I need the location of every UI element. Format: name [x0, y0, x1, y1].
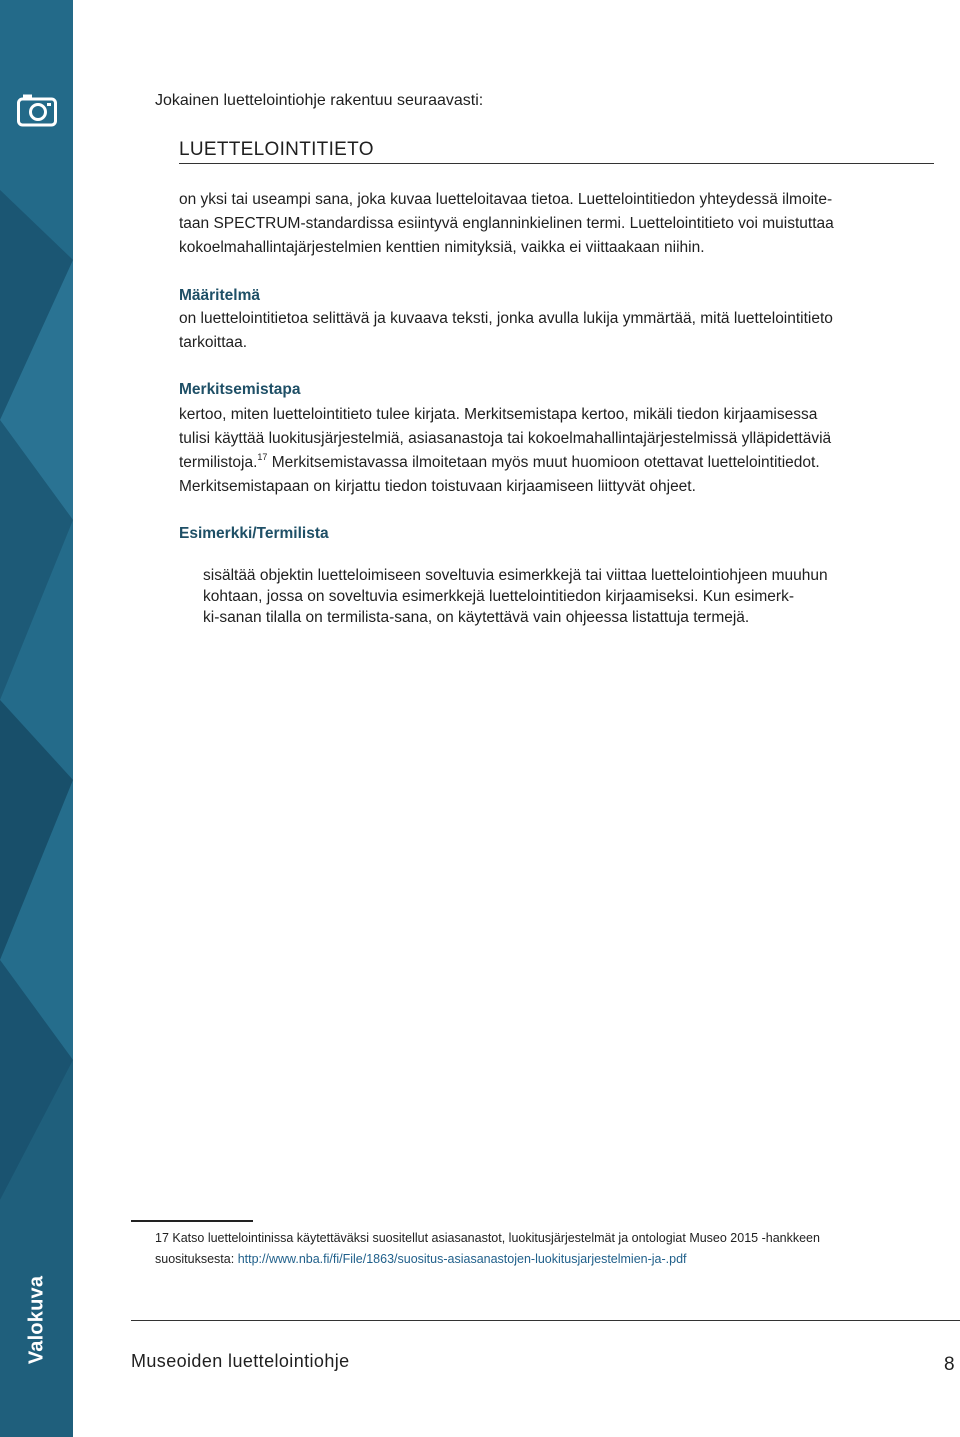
paragraph-line: tulisi käyttää luokitusjärjestelmiä, asiasanastoja tai kokoelmahallintajärjestelmissä ylläpidettäviä [179, 430, 832, 447]
line-start: termilistoja. [179, 454, 258, 471]
paragraph-line: kokoelmahallintajärjestelmien kenttien nimityksiä, vaikka ei viittaakaan niihin. [179, 239, 705, 256]
page-number: 8 [944, 1354, 955, 1375]
paragraph-line: on luettelointitietoa selittävä ja kuvaava teksti, jonka avulla lukija ymmärtää, mitä luettelointitieto [179, 310, 833, 327]
definition-heading: Määritelmä [179, 287, 260, 304]
example-heading: Esimerkki/Termilista [179, 525, 329, 542]
paragraph-line: taan SPECTRUM-standardissa esiintyvä englanninkielinen termi. Luettelointitieto voi muistuttaa [179, 215, 834, 232]
camera-icon [17, 93, 57, 127]
paragraph-line: ki-sanan tilalla on termilista-sana, on käytettävä vain ohjeessa listattuja termejä. [203, 609, 750, 626]
footnote-divider [131, 1220, 253, 1222]
line-end: Merkitsemistavassa ilmoitetaan myös muut huomioon otettavat luettelointitiedot. [267, 454, 820, 471]
footnote-reference[interactable]: 17 [257, 452, 268, 462]
intro-text: Jokainen luettelointiohje rakentuu seuraavasti: [155, 92, 484, 109]
footnote-link[interactable]: http://www.nba.fi/fi/File/1863/suositus-asiasanastojen-luokitusjarjestelmien-ja-.pdf [237, 1252, 687, 1266]
notation-heading: Merkitsemistapa [179, 381, 301, 398]
paragraph-line: tarkoittaa. [179, 334, 248, 351]
intro-paragraph [179, 188, 834, 260]
title-divider [179, 163, 934, 164]
sidebar-facet-pattern [0, 0, 73, 1437]
paragraph-line: kohtaan, jossa on soveltuvia esimerkkejä luettelointitiedon kirjaamiseksi. Kun esimerk- [203, 588, 794, 605]
paragraph-line: Merkitsemistapaan on kirjattu tiedon toistuvaan kirjaamiseen liittyvät ohjeet. [179, 478, 696, 495]
section-label: Valokuva [25, 1275, 48, 1365]
definition-paragraph [179, 307, 833, 355]
footnote-prefix: suosituksesta: [155, 1252, 238, 1266]
notation-paragraph [179, 403, 831, 499]
sidebar [0, 0, 73, 1437]
paragraph-line [179, 451, 831, 475]
footnote-line [155, 1249, 820, 1270]
paragraph-line: kertoo, miten luettelointitieto tulee kirjata. Merkitsemistapa kertoo, mikäli tiedon kirjaamisessa [179, 406, 818, 423]
footer-divider [131, 1320, 960, 1321]
paragraph-line: sisältää objektin luetteloimiseen soveltuvia esimerkkejä tai viittaa luettelointiohjeen muuhun [203, 567, 828, 584]
footnote-line: 17 Katso luettelointinissa käytettäväksi suositellut asiasanastot, luokitusjärjestelmät ja ontologiat Museo 2015 -hankkeen [155, 1231, 820, 1245]
example-paragraph [203, 565, 828, 628]
section-title: LUETTELOINTITIETO [179, 139, 374, 160]
paragraph-line: on yksi tai useampi sana, joka kuvaa luetteloitavaa tietoa. Luettelointitiedon yhteydessä ilmoite- [179, 191, 833, 208]
footer-title: Museoiden luettelointiohje [131, 1351, 350, 1371]
footnote [155, 1228, 820, 1270]
